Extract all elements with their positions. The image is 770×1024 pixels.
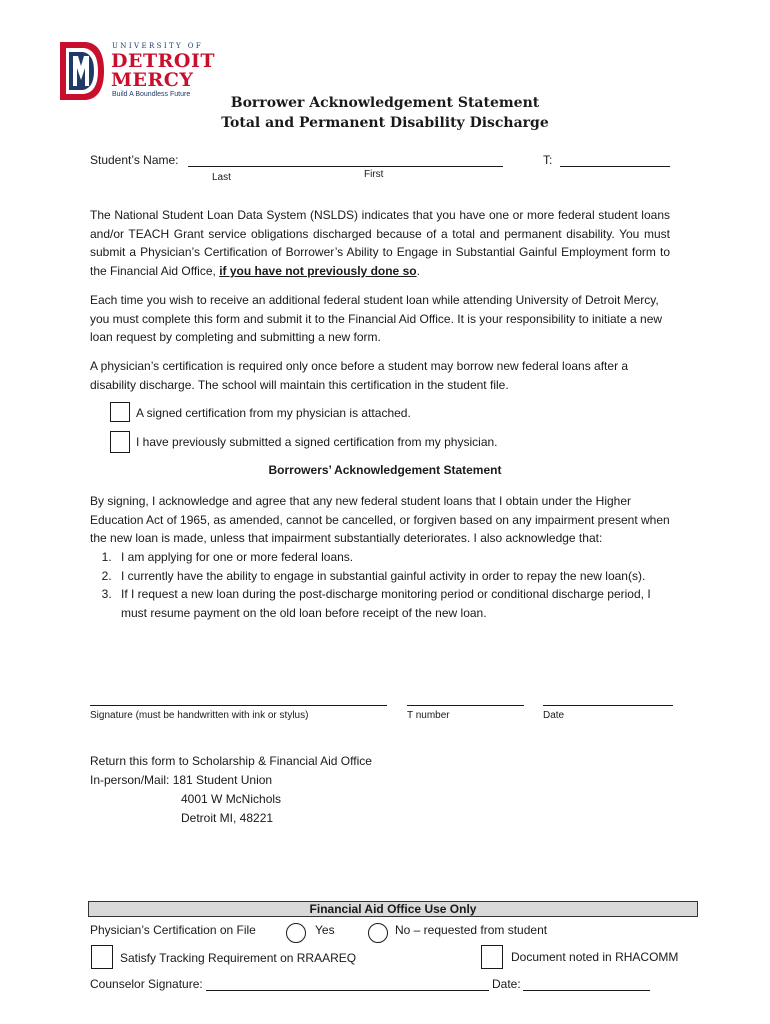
counselor-date-field[interactable]	[523, 990, 650, 991]
logo-university-of: UNIVERSITY OF	[112, 42, 204, 50]
additional-loan-paragraph: Each time you wish to receive an additional federal student loan while attending University of Detroit Mercy, you must complete this form and submit it to the Financial Aid Office. It is your responsibility to initiate a new loan request by completing and submitting a new form.	[90, 293, 663, 345]
logo-mercy: MERCY	[111, 69, 194, 91]
satisfy-tracking-label: Satisfy Tracking Requirement on RRAAREQ	[120, 951, 357, 965]
certification-attached-checkbox[interactable]	[110, 402, 130, 422]
certification-attached-label: A signed certification from my physician is attached.	[136, 406, 411, 420]
acknowledgement-item: 1. I am applying for one or more federal loans.	[115, 548, 670, 567]
certification-paragraph: A physician’s certification is required only once before a student may borrow new federal loans after a disability discharge. The school will maintain this certification in the student file.	[90, 359, 629, 392]
return-info-line2: In-person/Mail: 181 Student Union	[90, 773, 273, 787]
acknowledgement-list	[70, 548, 670, 622]
tnumber-signature-field[interactable]	[407, 705, 524, 706]
student-name-label: Student’s Name:	[90, 153, 179, 167]
acknowledgement-item: 3. If I request a new loan during the post-discharge monitoring period or conditional discharge period, I must resume payment on the old loan before receipt of the new loan.	[115, 585, 670, 622]
date-caption: Date	[543, 710, 565, 721]
document-noted-checkbox[interactable]	[481, 945, 503, 969]
counselor-date-label: Date:	[492, 977, 521, 991]
office-use-heading: Financial Aid Office Use Only	[88, 901, 698, 917]
previously-submitted-checkbox[interactable]	[110, 431, 130, 453]
student-name-field[interactable]	[188, 166, 503, 167]
previously-submitted-label: I have previously submitted a signed certification from my physician.	[136, 435, 498, 449]
intro-paragraph	[90, 206, 670, 280]
return-info-line1: Return this form to Scholarship & Financial Aid Office	[90, 754, 372, 768]
signature-date-field[interactable]	[543, 705, 673, 706]
intro-paragraph-text: The National Student Loan Data System (NSLDS) indicates that you have one or more federal student loans and/or TEACH Grant service obligations discharged because of a total and permanent disability. You must submit a Physician’s Certification of Borrower’s Ability to Engage in Substantial Gainful Employment form to the Financial Aid Office,	[90, 208, 670, 278]
counselor-signature-label: Counselor Signature:	[90, 977, 203, 991]
form-subtitle: Total and Permanent Disability Discharge	[221, 115, 549, 131]
signature-field[interactable]	[90, 705, 387, 706]
t-number-label: T:	[543, 153, 553, 167]
detroit-mercy-d-monogram	[56, 40, 106, 102]
intro-end: .	[416, 263, 420, 278]
t-number-field[interactable]	[560, 166, 670, 167]
return-info-line3: 4001 W McNichols	[181, 792, 282, 806]
logo-tagline: Build A Boundless Future	[112, 91, 191, 98]
tnumber-caption: T number	[407, 710, 450, 721]
form-title: Borrower Acknowledgement Statement	[230, 95, 540, 111]
return-info-line4: Detroit MI, 48221	[181, 811, 274, 825]
yes-radio[interactable]	[286, 923, 306, 943]
first-name-caption: First	[364, 169, 384, 180]
physician-cert-on-file-label: Physician’s Certification on File	[90, 923, 256, 937]
document-noted-label: Document noted in RHACOMM	[511, 950, 679, 964]
intro-emphasis: if you have not previously done so	[219, 263, 417, 278]
last-name-caption: Last	[212, 172, 231, 183]
counselor-signature-field[interactable]	[206, 990, 489, 991]
logo-detroit: DETROIT	[111, 50, 215, 72]
signature-caption: Signature (must be handwritten with ink or stylus)	[90, 710, 309, 721]
no-label: No – requested from student	[395, 923, 548, 937]
yes-label: Yes	[315, 923, 335, 937]
acknowledgement-intro: By signing, I acknowledge and agree that any new federal student loans that I obtain under the Higher Education Act of 1965, as amended, cannot be cancelled, or forgiven based on any impairment present when the new loan is made, unless that impairment substantially deteriorates. I also acknowledge that:	[90, 494, 670, 546]
acknowledgement-heading: Borrowers’ Acknowledgement Statement	[268, 463, 502, 477]
satisfy-tracking-checkbox[interactable]	[91, 945, 113, 969]
no-radio[interactable]	[368, 923, 388, 943]
acknowledgement-item: 2. I currently have the ability to engage in substantial gainful activity in order to repay the new loan(s).	[115, 567, 670, 586]
